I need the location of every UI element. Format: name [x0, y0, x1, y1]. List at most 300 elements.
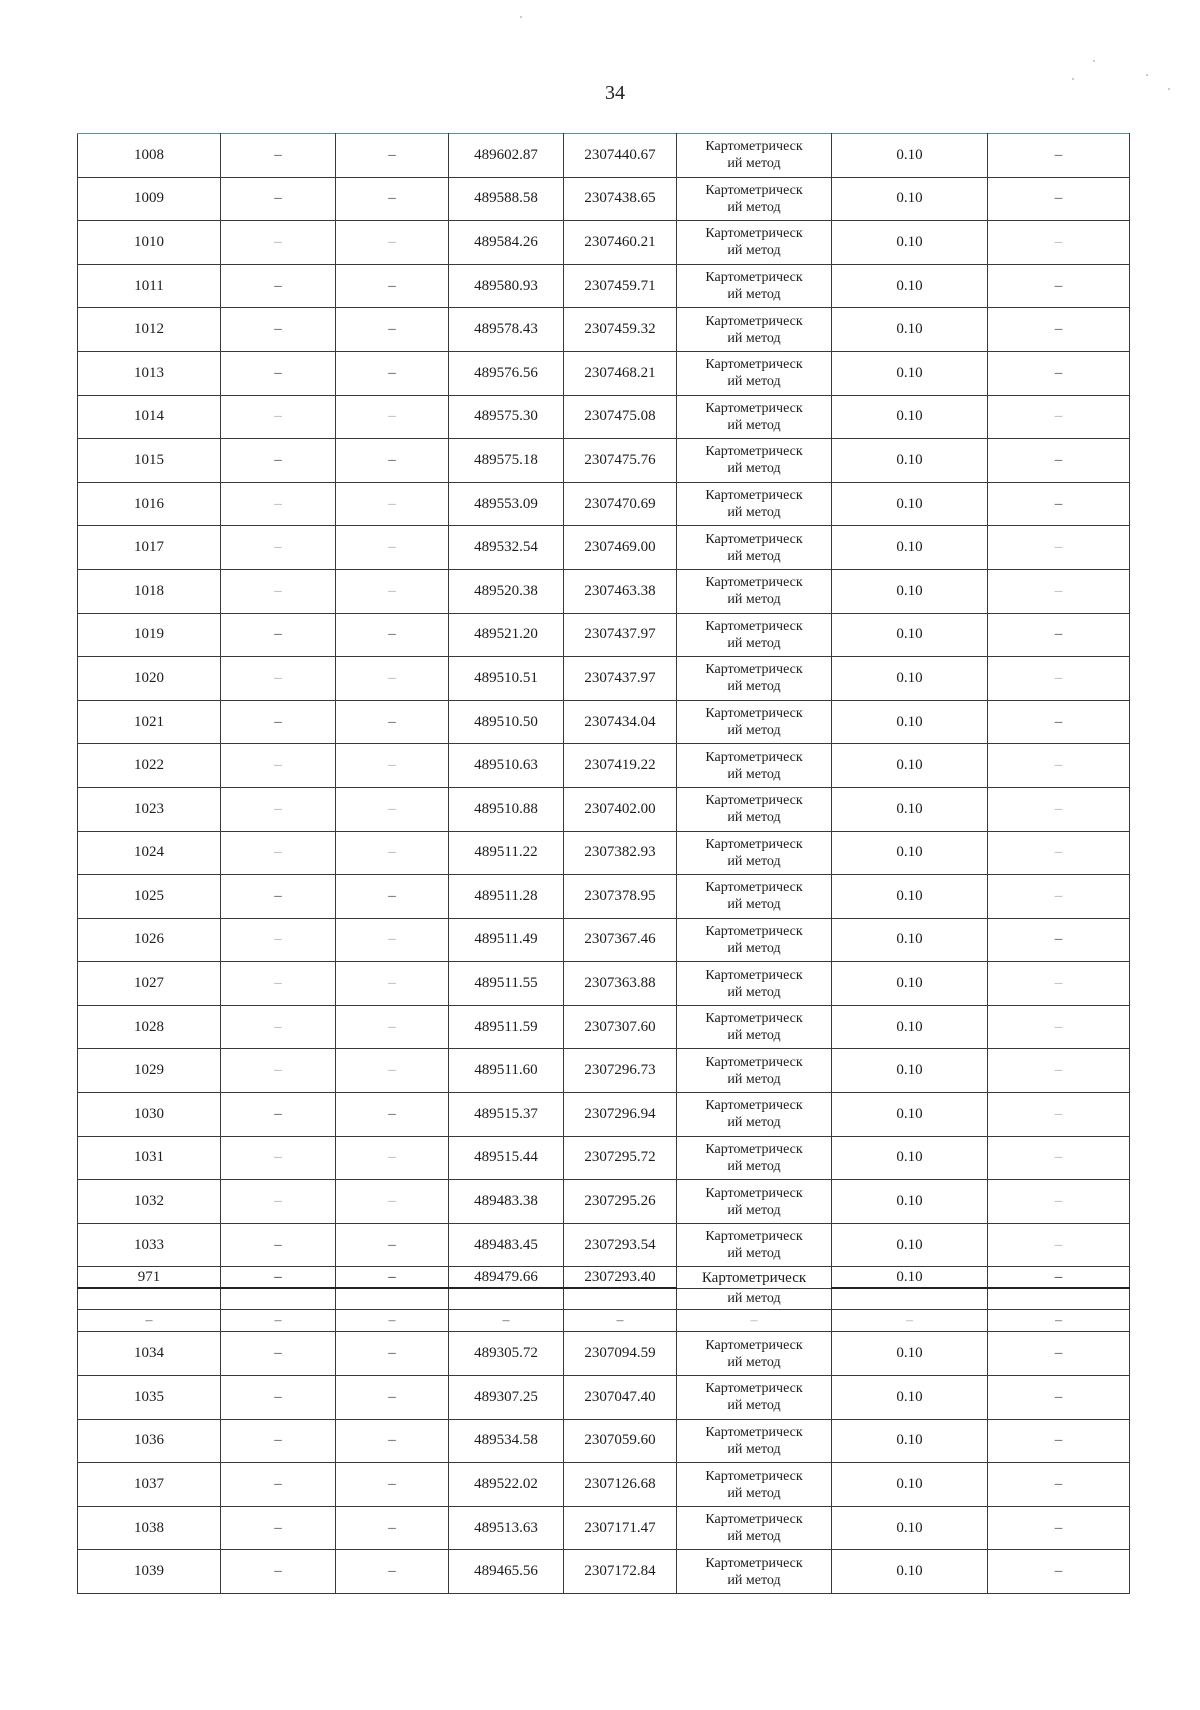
table-row [78, 1093, 1130, 1137]
method-line-2: ий метод [727, 548, 781, 564]
empty-cell [832, 1288, 988, 1310]
accuracy-cell: 0.10 [832, 1180, 988, 1224]
dash-cell: – [988, 1136, 1130, 1180]
dash-cell: – [336, 1550, 449, 1594]
dash-cell: – [336, 1332, 449, 1376]
method-line-1: Картометрическ [705, 1468, 803, 1484]
method-cell [677, 831, 832, 875]
point-number-cell: 1012 [78, 308, 221, 352]
x-coordinate-cell: 489510.50 [449, 700, 564, 744]
method-line-1: Картометрическ [705, 923, 803, 939]
dash-cell: – [988, 439, 1130, 483]
method-line-1: Картометрическ [705, 1229, 803, 1245]
x-coordinate-cell: 489576.56 [449, 351, 564, 395]
dash-cell: – [221, 439, 336, 483]
x-coordinate-cell: 489520.38 [449, 569, 564, 613]
table-row [78, 1223, 1130, 1267]
method-cell [677, 700, 832, 744]
dash-cell: – [988, 1005, 1130, 1049]
x-coordinate-cell: 489465.56 [449, 1550, 564, 1594]
dash-cell: – [336, 657, 449, 701]
dash-cell: – [336, 1180, 449, 1224]
table-row [78, 482, 1130, 526]
method-line-2: ий метод [727, 1485, 781, 1501]
x-coordinate-cell: 489513.63 [449, 1506, 564, 1550]
method-line-1: Картометрическ [705, 1185, 803, 1201]
y-coordinate-cell: 2307293.40 [564, 1267, 677, 1289]
method-cell [677, 744, 832, 788]
dash-cell: – [832, 1310, 988, 1332]
dash-cell: – [988, 1419, 1130, 1463]
y-coordinate-cell: 2307463.38 [564, 569, 677, 613]
y-coordinate-cell: 2307363.88 [564, 962, 677, 1006]
dash-cell: – [221, 613, 336, 657]
method-line-1: Картометрическ [705, 1054, 803, 1070]
method-line-2: ий метод [727, 635, 781, 651]
y-coordinate-cell: 2307293.54 [564, 1223, 677, 1267]
table-row [78, 264, 1130, 308]
dash-cell: – [988, 395, 1130, 439]
dash-cell: – [221, 744, 336, 788]
point-number-cell: 1038 [78, 1506, 221, 1550]
dash-cell: – [336, 875, 449, 919]
method-cell [677, 308, 832, 352]
method-cell [677, 439, 832, 483]
method-line-2: ий метод [727, 897, 781, 913]
x-coordinate-cell: 489602.87 [449, 134, 564, 178]
dash-cell: – [221, 1267, 336, 1289]
x-coordinate-cell: 489483.45 [449, 1223, 564, 1267]
table-row [78, 439, 1130, 483]
method-line-2: ий метод [727, 723, 781, 739]
table-row [78, 1332, 1130, 1376]
method-cell [677, 962, 832, 1006]
dash-cell: – [988, 787, 1130, 831]
method-line-2: ий метод [727, 243, 781, 259]
method-cell [677, 657, 832, 701]
dash-cell: – [336, 526, 449, 570]
accuracy-cell: 0.10 [832, 744, 988, 788]
method-line-2: ий метод [727, 940, 781, 956]
table-row [78, 177, 1130, 221]
method-line-2: ий метод [727, 1246, 781, 1262]
method-line-2: ий метод [727, 156, 781, 172]
dash-cell: – [988, 1310, 1130, 1332]
method-line-1: Картометрическ [705, 400, 803, 416]
x-coordinate-cell: 489580.93 [449, 264, 564, 308]
dash-cell: – [221, 787, 336, 831]
table-row [78, 875, 1130, 919]
x-coordinate-cell: 489511.60 [449, 1049, 564, 1093]
method-cell [677, 1332, 832, 1376]
table-row [78, 962, 1130, 1006]
dash-cell: – [221, 1049, 336, 1093]
table-row [78, 787, 1130, 831]
method-cell [677, 177, 832, 221]
dash-cell: – [221, 569, 336, 613]
method-line-2: ий метод [727, 766, 781, 782]
method-line-1: Картометрическ [705, 226, 803, 242]
dash-cell: – [336, 1093, 449, 1137]
dash-cell: – [336, 831, 449, 875]
accuracy-cell: 0.10 [832, 962, 988, 1006]
method-line-1: Картометрическ [705, 1512, 803, 1528]
dash-cell: – [988, 657, 1130, 701]
table-row [78, 1506, 1130, 1550]
accuracy-cell: 0.10 [832, 1506, 988, 1550]
dash-cell: – [336, 1136, 449, 1180]
method-line-1: Картометрическ [705, 1011, 803, 1027]
dash-cell: – [221, 177, 336, 221]
method-line-1: Картометрическ [705, 182, 803, 198]
x-coordinate-cell: 489521.20 [449, 613, 564, 657]
x-coordinate-cell: 489522.02 [449, 1463, 564, 1507]
table-row [78, 569, 1130, 613]
x-coordinate-cell: 489307.25 [449, 1376, 564, 1420]
method-cell [677, 1093, 832, 1137]
dash-cell: – [336, 918, 449, 962]
dash-cell: – [336, 221, 449, 265]
method-cell [677, 1136, 832, 1180]
method-line-2: ий метод [727, 374, 781, 390]
point-number-cell: 1028 [78, 1005, 221, 1049]
dash-cell: – [336, 1049, 449, 1093]
point-number-cell: 1025 [78, 875, 221, 919]
y-coordinate-cell: 2307468.21 [564, 351, 677, 395]
method-cell [677, 351, 832, 395]
x-coordinate-cell: 489511.59 [449, 1005, 564, 1049]
dash-cell: – [677, 1310, 832, 1332]
x-coordinate-cell: 489511.55 [449, 962, 564, 1006]
table-row [78, 831, 1130, 875]
dash-cell: – [221, 221, 336, 265]
y-coordinate-cell: 2307171.47 [564, 1506, 677, 1550]
method-cell [677, 1180, 832, 1224]
method-line-1: Картометрическ [705, 1381, 803, 1397]
table-row [78, 526, 1130, 570]
separator-row [78, 1310, 1130, 1332]
point-number-cell: 1026 [78, 918, 221, 962]
dash-cell: – [221, 962, 336, 1006]
method-line-1: Картометрическ [705, 270, 803, 286]
method-line-2: ий метод [727, 199, 781, 215]
table-row [78, 613, 1130, 657]
x-coordinate-cell: 489553.09 [449, 482, 564, 526]
point-number-cell: 1015 [78, 439, 221, 483]
y-coordinate-cell: 2307475.08 [564, 395, 677, 439]
y-coordinate-cell: 2307459.32 [564, 308, 677, 352]
method-line-2: ий метод [727, 1354, 781, 1370]
method-cell [677, 1463, 832, 1507]
empty-cell [336, 1288, 449, 1310]
point-number-cell: 1027 [78, 962, 221, 1006]
point-number-cell: 1036 [78, 1419, 221, 1463]
method-cell [677, 1419, 832, 1463]
dash-cell: – [988, 744, 1130, 788]
x-coordinate-cell: 489532.54 [449, 526, 564, 570]
method-line-1: Картометрическ [705, 967, 803, 983]
method-line-2: ий метод [727, 1441, 781, 1457]
y-coordinate-cell: 2307402.00 [564, 787, 677, 831]
point-number-cell: 1031 [78, 1136, 221, 1180]
accuracy-cell: 0.10 [832, 1223, 988, 1267]
dash-cell: – [336, 1223, 449, 1267]
x-coordinate-cell: 489515.37 [449, 1093, 564, 1137]
dash-cell: – [78, 1310, 221, 1332]
dash-cell: – [564, 1310, 677, 1332]
empty-cell [988, 1288, 1130, 1310]
method-cell [677, 395, 832, 439]
table-row-split [78, 1267, 1130, 1289]
dash-cell: – [221, 264, 336, 308]
y-coordinate-cell: 2307434.04 [564, 700, 677, 744]
method-cell [677, 134, 832, 178]
dash-cell: – [336, 395, 449, 439]
method-line-2: ий метод [727, 679, 781, 695]
accuracy-cell: 0.10 [832, 787, 988, 831]
table-row [78, 351, 1130, 395]
dash-cell: – [988, 1049, 1130, 1093]
y-coordinate-cell: 2307438.65 [564, 177, 677, 221]
method-line-1: Картометрическ [705, 793, 803, 809]
accuracy-cell: 0.10 [832, 1463, 988, 1507]
point-number-cell: 1019 [78, 613, 221, 657]
accuracy-cell: 0.10 [832, 395, 988, 439]
y-coordinate-cell: 2307059.60 [564, 1419, 677, 1463]
method-line-1: Картометрическ [705, 1555, 803, 1571]
table-row [78, 1180, 1130, 1224]
dash-cell: – [336, 1506, 449, 1550]
dash-cell: – [221, 1506, 336, 1550]
empty-cell [78, 1288, 221, 1310]
point-number-cell: 1008 [78, 134, 221, 178]
dash-cell: – [336, 1376, 449, 1420]
dash-cell: – [221, 1223, 336, 1267]
method-line-1: Картометрическ [705, 313, 803, 329]
x-coordinate-cell: 489588.58 [449, 177, 564, 221]
method-line-1: Картометрическ [705, 836, 803, 852]
y-coordinate-cell: 2307367.46 [564, 918, 677, 962]
method-line-2: ий метод [677, 1288, 832, 1310]
method-line-1: Картометрическ [705, 139, 803, 155]
dash-cell: – [221, 351, 336, 395]
table-row [78, 134, 1130, 178]
dash-cell: – [988, 1376, 1130, 1420]
dash-cell: – [988, 264, 1130, 308]
y-coordinate-cell: 2307047.40 [564, 1376, 677, 1420]
coordinates-table-body [78, 134, 1130, 1594]
dash-cell: – [336, 613, 449, 657]
method-cell [677, 569, 832, 613]
method-line-2: ий метод [727, 592, 781, 608]
dash-cell: – [988, 613, 1130, 657]
point-number-cell: 1029 [78, 1049, 221, 1093]
method-line-2: ий метод [727, 330, 781, 346]
accuracy-cell: 0.10 [832, 134, 988, 178]
dash-cell: – [221, 875, 336, 919]
method-line-2: ий метод [727, 1398, 781, 1414]
method-line-1: Картометрическ [705, 749, 803, 765]
dash-cell: – [988, 1223, 1130, 1267]
dash-cell: – [336, 744, 449, 788]
table-row [78, 1550, 1130, 1594]
table-row [78, 1136, 1130, 1180]
dash-cell: – [336, 1419, 449, 1463]
dash-cell: – [336, 1310, 449, 1332]
table-row [78, 744, 1130, 788]
method-cell [677, 221, 832, 265]
dash-cell: – [988, 875, 1130, 919]
point-number-cell: 1034 [78, 1332, 221, 1376]
point-number-cell: 1039 [78, 1550, 221, 1594]
accuracy-cell: 0.10 [832, 1049, 988, 1093]
method-line-2: ий метод [727, 417, 781, 433]
empty-cell [449, 1288, 564, 1310]
dash-cell: – [336, 308, 449, 352]
method-line-2: ий метод [727, 984, 781, 1000]
y-coordinate-cell: 2307307.60 [564, 1005, 677, 1049]
y-coordinate-cell: 2307437.97 [564, 657, 677, 701]
y-coordinate-cell: 2307469.00 [564, 526, 677, 570]
dash-cell: – [336, 264, 449, 308]
y-coordinate-cell: 2307094.59 [564, 1332, 677, 1376]
method-cell [677, 1506, 832, 1550]
y-coordinate-cell: 2307172.84 [564, 1550, 677, 1594]
accuracy-cell: 0.10 [832, 177, 988, 221]
method-cell [677, 875, 832, 919]
x-coordinate-cell: 489584.26 [449, 221, 564, 265]
y-coordinate-cell: 2307378.95 [564, 875, 677, 919]
point-number-cell: 1014 [78, 395, 221, 439]
method-line-2: ий метод [727, 1028, 781, 1044]
dash-cell: – [221, 1005, 336, 1049]
dash-cell: – [449, 1310, 564, 1332]
x-coordinate-cell: 489534.58 [449, 1419, 564, 1463]
point-number-cell: 1017 [78, 526, 221, 570]
dash-cell: – [988, 351, 1130, 395]
point-number-cell: 1010 [78, 221, 221, 265]
dash-cell: – [336, 700, 449, 744]
point-number-cell: 1032 [78, 1180, 221, 1224]
dash-cell: – [336, 134, 449, 178]
dash-cell: – [988, 1332, 1130, 1376]
dash-cell: – [221, 308, 336, 352]
dash-cell: – [221, 1180, 336, 1224]
dash-cell: – [988, 831, 1130, 875]
dash-cell: – [221, 1332, 336, 1376]
dash-cell: – [988, 1506, 1130, 1550]
accuracy-cell: 0.10 [832, 1550, 988, 1594]
x-coordinate-cell: 489305.72 [449, 1332, 564, 1376]
dash-cell: – [336, 569, 449, 613]
empty-cell [564, 1288, 677, 1310]
y-coordinate-cell: 2307470.69 [564, 482, 677, 526]
dash-cell: – [221, 831, 336, 875]
accuracy-cell: 0.10 [832, 221, 988, 265]
dash-cell: – [988, 918, 1130, 962]
method-cell [677, 613, 832, 657]
accuracy-cell: 0.10 [832, 569, 988, 613]
point-number-cell: 1023 [78, 787, 221, 831]
table-row [78, 1463, 1130, 1507]
dash-cell: – [221, 918, 336, 962]
method-line-1: Картометрическ [705, 880, 803, 896]
method-cell [677, 918, 832, 962]
dash-cell: – [221, 1463, 336, 1507]
dash-cell: – [221, 1376, 336, 1420]
point-number-cell: 1018 [78, 569, 221, 613]
y-coordinate-cell: 2307437.97 [564, 613, 677, 657]
method-cell [677, 787, 832, 831]
accuracy-cell: 0.10 [832, 1419, 988, 1463]
method-line-2: ий метод [727, 1202, 781, 1218]
method-line-2: ий метод [727, 287, 781, 303]
method-line-1: Картометрическ [705, 618, 803, 634]
accuracy-cell: 0.10 [832, 1093, 988, 1137]
x-coordinate-cell: 489511.49 [449, 918, 564, 962]
y-coordinate-cell: 2307126.68 [564, 1463, 677, 1507]
method-line-2: ий метод [727, 461, 781, 477]
dash-cell: – [988, 962, 1130, 1006]
x-coordinate-cell: 489510.88 [449, 787, 564, 831]
dash-cell: – [336, 962, 449, 1006]
y-coordinate-cell: 2307419.22 [564, 744, 677, 788]
accuracy-cell: 0.10 [832, 308, 988, 352]
point-number-cell: 1020 [78, 657, 221, 701]
method-cell [677, 264, 832, 308]
table-row [78, 395, 1130, 439]
table-row [78, 1419, 1130, 1463]
table-row [78, 700, 1130, 744]
dash-cell: – [221, 1550, 336, 1594]
x-coordinate-cell: 489483.38 [449, 1180, 564, 1224]
x-coordinate-cell: 489575.18 [449, 439, 564, 483]
x-coordinate-cell: 489479.66 [449, 1267, 564, 1289]
method-cell [677, 1223, 832, 1267]
dash-cell: – [221, 1419, 336, 1463]
method-line-1: Картометрическ [705, 531, 803, 547]
dash-cell: – [988, 1463, 1130, 1507]
method-cell [677, 1550, 832, 1594]
point-number-cell: 1016 [78, 482, 221, 526]
dash-cell: – [336, 1267, 449, 1289]
dash-cell: – [221, 395, 336, 439]
point-number-cell: 1037 [78, 1463, 221, 1507]
dash-cell: – [988, 134, 1130, 178]
point-number-cell: 1033 [78, 1223, 221, 1267]
dash-cell: – [221, 1093, 336, 1137]
method-line-2: ий метод [727, 810, 781, 826]
dash-cell: – [988, 1267, 1130, 1289]
point-number-cell: 1024 [78, 831, 221, 875]
method-line-1: Картометрическ [705, 444, 803, 460]
x-coordinate-cell: 489510.51 [449, 657, 564, 701]
method-line-1: Картометрическ [705, 1424, 803, 1440]
dash-cell: – [988, 1180, 1130, 1224]
accuracy-cell: 0.10 [832, 1267, 988, 1289]
table-row [78, 221, 1130, 265]
y-coordinate-cell: 2307296.73 [564, 1049, 677, 1093]
method-line-2: ий метод [727, 505, 781, 521]
dash-cell: – [221, 1136, 336, 1180]
table-row [78, 1049, 1130, 1093]
point-number-cell: 1011 [78, 264, 221, 308]
accuracy-cell: 0.10 [832, 613, 988, 657]
method-line-2: ий метод [727, 1115, 781, 1131]
method-line-1: Картометрическ [705, 1337, 803, 1353]
dash-cell: – [221, 134, 336, 178]
point-number-cell: 1035 [78, 1376, 221, 1420]
